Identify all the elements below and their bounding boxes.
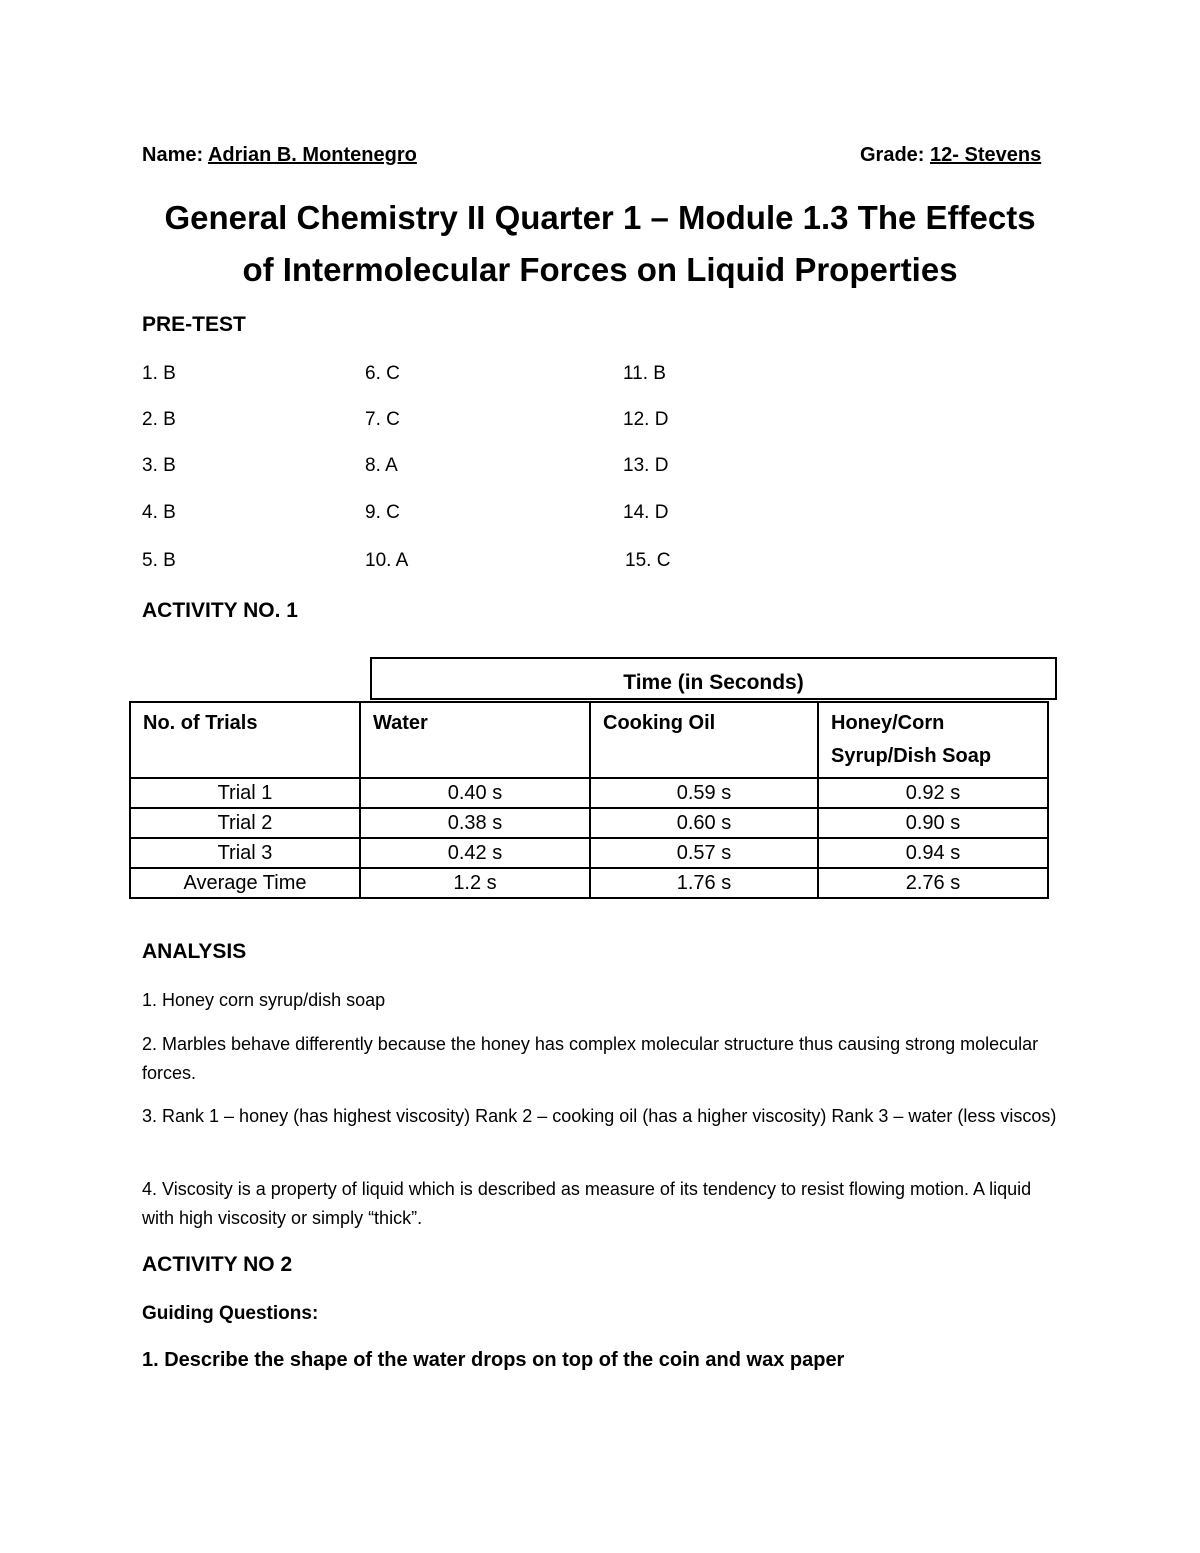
- pretest-answer: 14. D: [623, 502, 669, 523]
- column-header: No. of Trials: [130, 702, 360, 778]
- time-group-header: Time (in Seconds): [370, 657, 1057, 700]
- table-row: [130, 838, 1048, 868]
- table-cell: Average Time: [130, 868, 360, 898]
- pretest-answer: 10. A: [365, 550, 409, 571]
- table-header-row: [130, 702, 1048, 778]
- table-cell: 0.42 s: [360, 838, 590, 868]
- table-cell: Trial 2: [130, 808, 360, 838]
- column-header: Cooking Oil: [590, 702, 818, 778]
- guiding-questions-heading: Guiding Questions:: [142, 1303, 319, 1324]
- analysis-heading: ANALYSIS: [142, 940, 247, 963]
- table-cell: Trial 3: [130, 838, 360, 868]
- pretest-answer: 15. C: [625, 550, 671, 571]
- pretest-heading: PRE-TEST: [142, 313, 246, 336]
- pretest-answer: 12. D: [623, 409, 669, 430]
- table-cell: 0.38 s: [360, 808, 590, 838]
- table-cell: 2.76 s: [818, 868, 1048, 898]
- pretest-answer: 7. C: [365, 409, 400, 430]
- pretest-answer: 6. C: [365, 363, 400, 384]
- title-line-2: of Intermolecular Forces on Liquid Properties: [242, 251, 958, 288]
- table-cell: 0.40 s: [360, 778, 590, 808]
- pretest-answer: 4. B: [142, 502, 176, 523]
- table-cell: 1.2 s: [360, 868, 590, 898]
- table-cell: 0.57 s: [590, 838, 818, 868]
- grade-line: [860, 144, 1041, 167]
- activity1-heading: ACTIVITY NO. 1: [142, 599, 298, 622]
- analysis-item-4: 4. Viscosity is a property of liquid which is described as measure of its tendency to resist flowing motion. A liquid with high viscosity or simply “thick”.: [142, 1179, 1032, 1228]
- pretest-answer: 9. C: [365, 502, 400, 523]
- analysis-item-2: 2. Marbles behave differently because the honey has complex molecular structure thus causing strong molecular forces.: [142, 1034, 1039, 1083]
- pretest-answer: 5. B: [142, 550, 176, 571]
- name-label: Name:: [142, 144, 204, 166]
- table-cell: 1.76 s: [590, 868, 818, 898]
- grade-label: Grade:: [860, 144, 925, 166]
- table-cell: 0.92 s: [818, 778, 1048, 808]
- table-cell: Trial 1: [130, 778, 360, 808]
- pretest-answer: 11. B: [623, 363, 666, 384]
- document-title: [100, 192, 1100, 296]
- table-cell: 0.94 s: [818, 838, 1048, 868]
- table-row: [130, 808, 1048, 838]
- analysis-item-1: 1. Honey corn syrup/dish soap: [142, 990, 386, 1010]
- pretest-answer: 1. B: [142, 363, 176, 384]
- pretest-answer: 3. B: [142, 455, 176, 476]
- pretest-answer: 2. B: [142, 409, 176, 430]
- column-header: Water: [360, 702, 590, 778]
- activity2-heading: ACTIVITY NO 2: [142, 1253, 293, 1276]
- results-table: [129, 701, 1049, 899]
- guiding-question-1: 1. Describe the shape of the water drops on top of the coin and wax paper: [142, 1349, 845, 1371]
- table-cell: 0.59 s: [590, 778, 818, 808]
- analysis-item-3: 3. Rank 1 – honey (has highest viscosity) Rank 2 – cooking oil (has a higher viscosity) Rank 3 – water (less viscos): [142, 1106, 1057, 1126]
- name-value: Adrian B. Montenegro: [207, 144, 417, 166]
- table-row: [130, 778, 1048, 808]
- grade-value: 12- Stevens: [930, 144, 1042, 166]
- table-row: [130, 868, 1048, 898]
- name-line: [142, 144, 417, 167]
- column-header: Honey/Corn Syrup/Dish Soap: [818, 702, 1048, 778]
- table-cell: 0.60 s: [590, 808, 818, 838]
- pretest-answer: 8. A: [365, 455, 398, 476]
- title-line-1: General Chemistry II Quarter 1 – Module 1.3 The Effects: [164, 199, 1036, 236]
- pretest-answer: 13. D: [623, 455, 669, 476]
- table-cell: 0.90 s: [818, 808, 1048, 838]
